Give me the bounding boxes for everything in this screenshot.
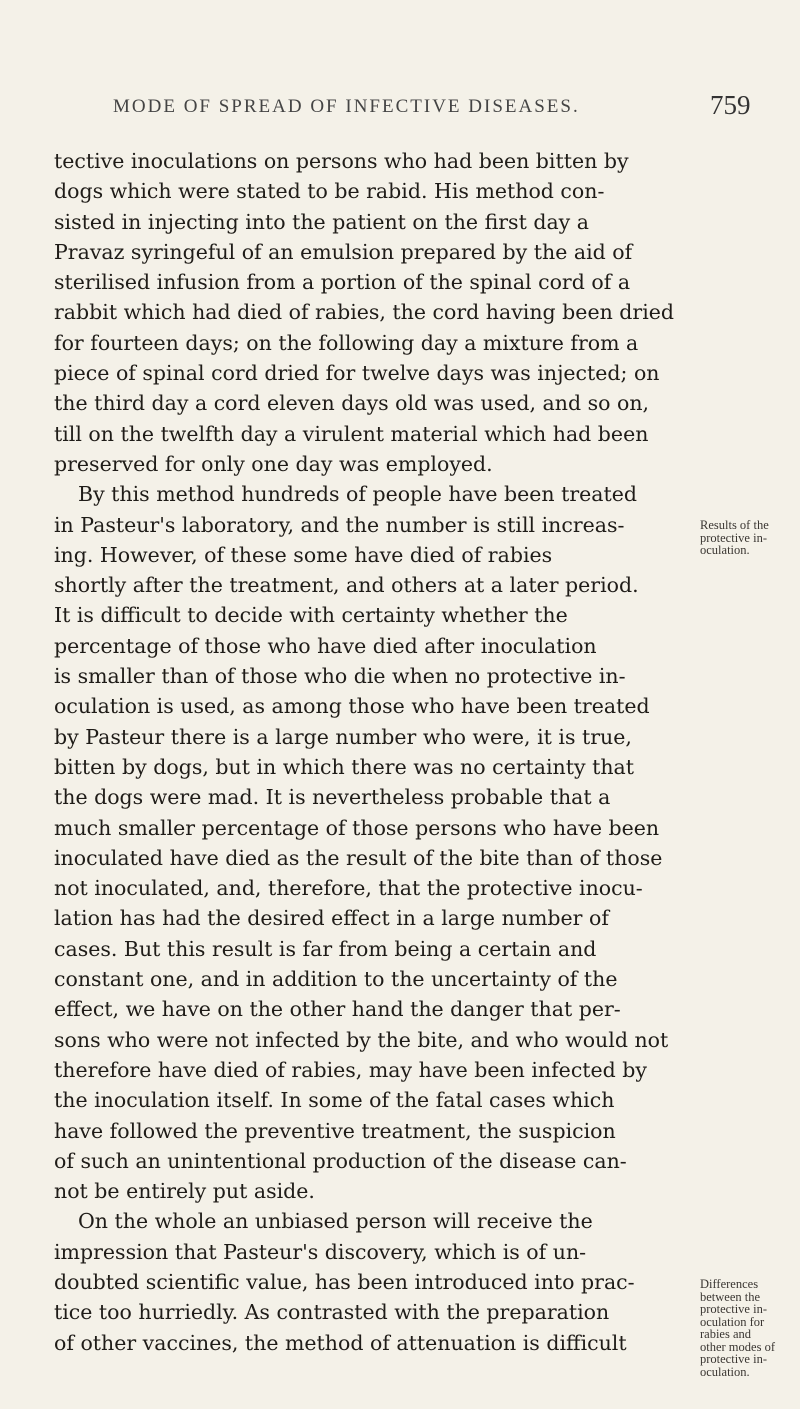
text-line: impression that Pasteur's discovery, which is of un-	[54, 1239, 587, 1264]
body-text	[54, 146, 694, 1358]
side-note-line: protective in-	[700, 1352, 767, 1366]
text-line: oculation is used, as among those who have been treated	[54, 694, 650, 719]
side-note-line: protective in-	[700, 1302, 767, 1316]
page-number: 759	[710, 90, 751, 120]
text-line: It is difficult to decide with certainty whether the	[54, 603, 568, 628]
text-line: On the whole an unbiased person will receive the	[78, 1209, 593, 1234]
side-note-line: other modes of	[700, 1339, 775, 1354]
text-line: by Pasteur there is a large number who were, it is true,	[54, 724, 632, 749]
text-line: constant one, and in addition to the uncertainty of the	[54, 967, 618, 992]
text-line: not be entirely put aside.	[54, 1179, 315, 1204]
side-note-line: oculation for	[700, 1314, 765, 1329]
text-line: lation has had the desired effect in a large number of	[54, 906, 609, 931]
side-note-differences	[700, 1278, 800, 1378]
text-line: the inoculation itself. In some of the fatal cases which	[54, 1088, 615, 1113]
text-line: sons who were not infected by the bite, and who would not	[54, 1027, 669, 1052]
text-line: is smaller than of those who die when no protective in-	[54, 664, 626, 689]
running-head	[0, 90, 800, 136]
side-note-line: rabies and	[700, 1327, 752, 1341]
text-line: inoculated have died as the result of the bite than of those	[54, 845, 663, 870]
text-line: Pravaz syringeful of an emulsion prepared by the aid of	[54, 239, 633, 264]
text-line: for fourteen days; on the following day a mixture from a	[54, 330, 639, 355]
text-line: sisted in injecting into the patient on the first day a	[54, 209, 589, 234]
side-note-line: between the	[700, 1289, 761, 1304]
text-line: ing. However, of these some have died of rabies	[54, 542, 553, 567]
text-line: have followed the preventive treatment, the suspicion	[54, 1118, 616, 1143]
text-line: therefore have died of rabies, may have been infected by	[54, 1057, 648, 1082]
text-line: bitten by dogs, but in which there was no certainty that	[54, 754, 634, 779]
text-line: doubted scientific value, has been introduced into prac-	[54, 1269, 635, 1294]
text-line: effect, we have on the other hand the danger that per-	[54, 997, 621, 1022]
text-line: of other vaccines, the method of attenuation is difficult	[54, 1330, 627, 1355]
text-line: shortly after the treatment, and others at a later period.	[54, 573, 639, 598]
text-line: tective inoculations on persons who had been bitten by	[54, 149, 629, 173]
text-line: cases. But this result is far from being a certain and	[54, 936, 597, 961]
text-line: in Pasteur's laboratory, and the number is still increas-	[54, 512, 625, 537]
text-line: rabbit which had died of rabies, the cord having been dried	[54, 300, 675, 325]
text-line: piece of spinal cord dried for twelve days was injected; on	[54, 361, 660, 386]
side-note-line: oculation.	[700, 543, 750, 557]
side-note-line: oculation.	[700, 1364, 750, 1379]
text-line: much smaller percentage of those persons who have been	[54, 815, 660, 840]
text-line: preserved for only one day was employed.	[54, 451, 493, 476]
text-line: tice too hurriedly. As contrasted with the preparation	[54, 1300, 610, 1325]
side-note-line: Differences	[700, 1277, 759, 1291]
text-line: the third day a cord eleven days old was used, and so on,	[54, 391, 650, 416]
side-note-results	[700, 519, 800, 557]
text-line: not inoculated, and, therefore, that the protective inocu-	[54, 876, 643, 901]
text-line: percentage of those who have died after inoculation	[54, 633, 597, 658]
text-line: sterilised infusion from a portion of the spinal cord of a	[54, 270, 631, 295]
side-note-line: protective in-	[700, 530, 767, 545]
text-line: By this method hundreds of people have been treated	[78, 482, 638, 507]
running-head-title: MODE OF SPREAD OF INFECTIVE DISEASES.	[113, 96, 580, 117]
text-line: the dogs were mad. It is nevertheless probable that a	[54, 785, 611, 810]
side-note-line: Results of the	[700, 518, 769, 532]
text-line: till on the twelfth day a virulent material which had been	[54, 421, 649, 446]
text-line: of such an unintentional production of the disease can-	[54, 1148, 627, 1173]
text-line: dogs which were stated to be rabid. His method con-	[54, 179, 605, 204]
